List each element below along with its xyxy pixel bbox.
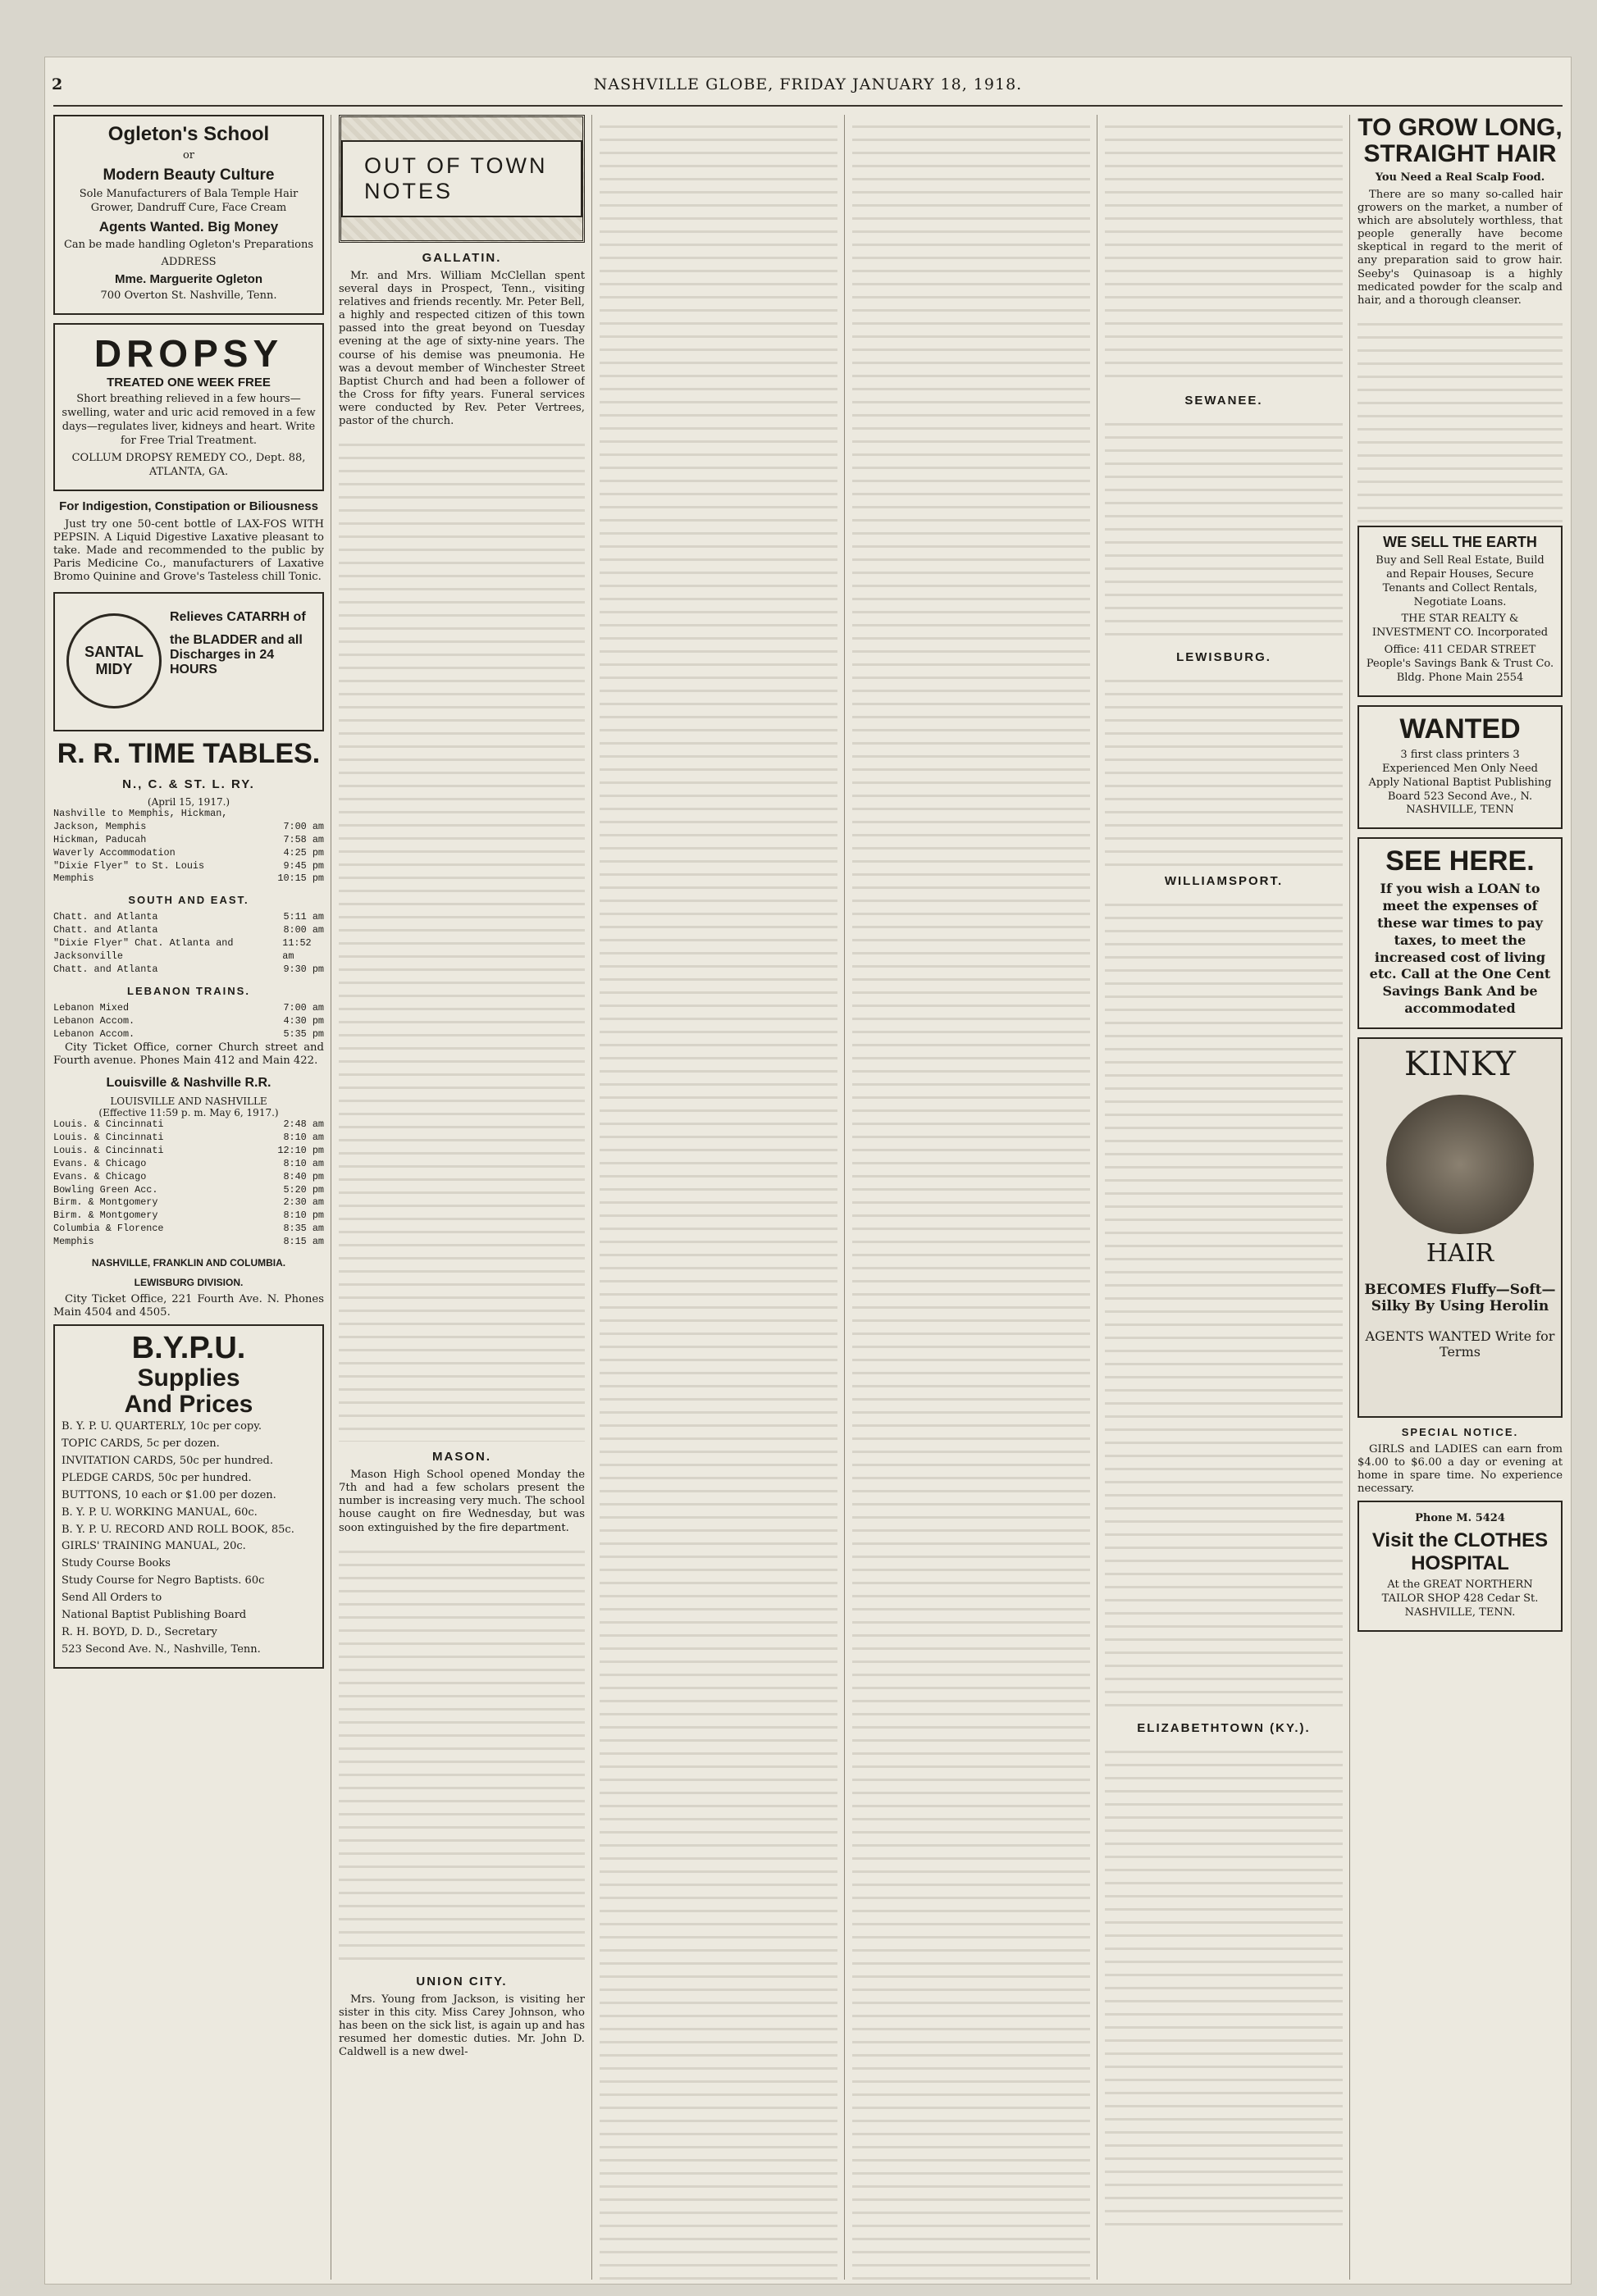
bypu-line: BUTTONS, 10 each or $1.00 per dozen. xyxy=(62,1488,276,1501)
newspaper-page xyxy=(45,57,1571,2284)
bypu-line: National Baptist Publishing Board xyxy=(62,1609,247,1622)
lewisburg-head: LEWISBURG. xyxy=(1176,650,1271,664)
ogleton-note: Can be made handling Ogleton's Preparations xyxy=(63,238,314,251)
timetable-row xyxy=(53,1210,324,1223)
star-realty-ad xyxy=(1357,526,1563,697)
ncstl-rows xyxy=(53,808,324,886)
top-rule xyxy=(53,105,1563,107)
wanted-title: WANTED xyxy=(1399,713,1521,745)
ln-timetable xyxy=(53,1076,324,1319)
santal-capsule-icon xyxy=(66,613,162,708)
ogleton-agents: Agents Wanted. Big Money xyxy=(98,218,279,235)
bypu-line: Study Course Books xyxy=(62,1557,171,1570)
ogleton-name: Mme. Marguerite Ogleton xyxy=(114,272,263,287)
dropsy-title: DROPSY xyxy=(94,332,284,376)
ogleton-address: 700 Overton St. Nashville, Tenn. xyxy=(100,289,277,303)
train-name: Waverly Accommodation xyxy=(53,846,176,859)
santal-line1: Relieves CATARRH of xyxy=(170,610,306,625)
ncstl-note: City Ticket Office, corner Church street and Fourth avenue. Phones Main 412 and Main 422. xyxy=(53,1041,324,1067)
train-time: 8:10 am xyxy=(283,1131,324,1143)
page-number: 2 xyxy=(52,75,64,93)
running-head xyxy=(45,75,1571,100)
wanted-body: 3 first class printers 3 Experienced Men Only Need Apply National Baptist Publishing Board 523 Second Ave., N. NASHVILLE, TENN xyxy=(1368,748,1552,817)
gallatin-text: Mr. and Mrs. William McClellan spent several days in Prospect, Tenn., visiting relatives and friends recently. Mr. Peter Bell, a highly and respected citizen of this town passed into the great beyond on Tuesday evening at the age of sixty-nine years. The course of his demise was pneumonia. He was a devout member of Winchester Street Baptist Church and had been a follower of the Cross for fifty years. Funeral services were conducted by Rev. Peter Vertrees, pastor of the church. xyxy=(339,270,585,428)
timetable-row xyxy=(53,834,324,847)
article-text-block xyxy=(339,433,585,1442)
ln-note: City Ticket Office, 221 Fourth Ave. N. Phones Main 4504 and 4505. xyxy=(53,1293,324,1319)
train-time: 8:35 am xyxy=(283,1223,324,1235)
ln-date: (Effective 11:59 p. m. May 6, 1917.) xyxy=(98,1106,279,1118)
timetable-row xyxy=(53,1158,324,1171)
train-name: Columbia & Florence xyxy=(53,1223,164,1235)
train-name: Birm. & Montgomery xyxy=(53,1196,158,1209)
bypu-line: TOPIC CARDS, 5c per dozen. xyxy=(62,1437,220,1451)
laxfos-head: For Indigestion, Constipation or Biliousness xyxy=(59,499,318,513)
train-time: 5:11 am xyxy=(283,911,324,923)
train-name: Louis. & Cincinnati xyxy=(53,1118,164,1130)
bypu-line: PLEDGE CARDS, 50c per hundred. xyxy=(62,1471,252,1484)
earth-company: THE STAR REALTY & INVESTMENT CO. Incorporated xyxy=(1371,613,1549,640)
train-time: 2:48 am xyxy=(283,1118,324,1130)
train-name: "Dixie Flyer" Chat. Atlanta and Jacksonville xyxy=(53,937,234,963)
train-time: 7:00 am xyxy=(283,1001,324,1014)
santal-brand: SANTAL MIDY xyxy=(84,644,144,678)
dropsy-ad xyxy=(53,323,324,490)
train-time: 4:30 pm xyxy=(283,1014,324,1027)
timetable-row xyxy=(53,924,324,937)
gallatin-head: GALLATIN. xyxy=(422,251,502,265)
column-rule xyxy=(1349,115,1350,2280)
bypu-line: B. Y. P. U. QUARTERLY, 10c per copy. xyxy=(62,1420,262,1433)
ncstl-timetable xyxy=(53,777,324,1068)
kinky-agents: AGENTS WANTED Write for Terms xyxy=(1365,1328,1555,1360)
earth-office: Office: 411 CEDAR STREET People's Savings Bank & Trust Co. Bldg. Phone Main 2554 xyxy=(1366,644,1554,684)
timetable-row xyxy=(53,1118,324,1132)
union-city-text: Mrs. Young from Jackson, is visiting her sister in this city. Miss Carey Johnson, who has been on the sick list, is again up and has resumed her domestic duties. Mr. John D. Caldwell is a new dwel- xyxy=(339,1993,585,2058)
bypu-line: INVITATION CARDS, 50c per hundred. xyxy=(62,1455,274,1468)
loan-ad xyxy=(1357,837,1563,1028)
sewanee-head: SEWANEE. xyxy=(1184,394,1263,408)
column-5 xyxy=(1105,115,1343,2280)
laxfos-body: Just try one 50-cent bottle of LAX-FOS WITH PEPSIN. A Liquid Digestive Laxative pleasant to take. Made and recommended to the public by Paris Medicine Co., manufacturers of Laxative Bromo Quinine and Grove's Tasteless chill Tonic. xyxy=(53,517,324,584)
ogleton-address-label: ADDRESS xyxy=(161,255,217,268)
article-text-block xyxy=(1105,893,1343,1713)
ln-nfc-head: NASHVILLE, FRANKLIN AND COLUMBIA. xyxy=(91,1257,286,1269)
bypu-line: Study Course for Negro Baptists. 60c xyxy=(62,1574,265,1588)
williamsport-head: WILLIAMSPORT. xyxy=(1164,874,1284,888)
train-name: Memphis xyxy=(53,872,94,885)
bypu-line: B. Y. P. U. WORKING MANUAL, 60c. xyxy=(62,1506,258,1519)
bypu-line: B. Y. P. U. RECORD AND ROLL BOOK, 85c. xyxy=(62,1523,294,1536)
timetable-row xyxy=(53,1171,324,1184)
ogleton-body: Sole Manufacturers of Bala Temple Hair Grower, Dandruff Cure, Face Cream xyxy=(79,187,299,214)
earth-body: Buy and Sell Real Estate, Build and Repair Houses, Secure Tenants and Collect Rentals, Negotiate Loans. xyxy=(1376,554,1545,608)
train-name: Evans. & Chicago xyxy=(53,1157,147,1169)
timetable-row xyxy=(53,1184,324,1197)
train-time: 8:00 am xyxy=(283,924,324,936)
article-text-block xyxy=(852,115,1090,2280)
timetable-row xyxy=(53,808,324,821)
seehere-body: If you wish a LOAN to meet the expenses of these war times to pay taxes, to meet the increased cost of living etc. Call at the One Cent Savings Bank And be accommodated xyxy=(1369,881,1551,1016)
column-6 xyxy=(1357,115,1563,2280)
earth-title: WE SELL THE EARTH xyxy=(1383,533,1537,550)
train-name: Lebanon Accom. xyxy=(53,1027,135,1040)
ncstl-south-head: SOUTH AND EAST. xyxy=(128,894,249,907)
hair-title: TO GROW LONG, STRAIGHT HAIR xyxy=(1357,115,1563,167)
kinky-sub: BECOMES Fluffy—Soft—Silky By Using Herolin xyxy=(1364,1281,1556,1314)
special-notice xyxy=(1357,1426,1563,1496)
herolin-ad xyxy=(1357,1037,1563,1418)
santal-line2: the BLADDER and all Discharges in 24 HOURS xyxy=(170,633,303,677)
article-text-block xyxy=(1105,412,1343,642)
timetable-row xyxy=(53,1223,324,1236)
timetable-row xyxy=(53,821,324,834)
train-time: 8:15 am xyxy=(283,1236,324,1248)
kinky-hair: HAIR xyxy=(1426,1238,1494,1268)
timetable-row xyxy=(53,1028,324,1041)
timetable-row xyxy=(53,1132,324,1145)
train-name: Evans. & Chicago xyxy=(53,1170,147,1182)
hair-grower-ad xyxy=(1357,115,1563,526)
train-time: 9:45 pm xyxy=(283,859,324,872)
rr-timetables-title: R. R. TIME TABLES. xyxy=(57,738,321,770)
masthead-title: NASHVILLE GLOBE, FRIDAY JANUARY 18, 1918. xyxy=(593,75,1023,93)
ncstl-lebanon-rows xyxy=(53,1002,324,1041)
article-text-block xyxy=(600,115,837,2280)
bypu-line: R. H. BOYD, D. D., Secretary xyxy=(62,1625,217,1638)
train-time: 8:10 am xyxy=(283,1157,324,1169)
ogleton-title: Ogleton's School xyxy=(107,123,270,145)
ogleton-sub: Modern Beauty Culture xyxy=(103,166,275,184)
kinky-title: KINKY xyxy=(1404,1045,1516,1083)
clothes-body: At the GREAT NORTHERN TAILOR SHOP 428 Cedar St. NASHVILLE, TENN. xyxy=(1381,1578,1539,1619)
mason-head: MASON. xyxy=(432,1450,491,1465)
train-name: "Dixie Flyer" to St. Louis xyxy=(53,859,205,872)
timetable-row xyxy=(53,1002,324,1015)
train-name: Lebanon Mixed xyxy=(53,1001,130,1014)
laxfos-ad xyxy=(53,499,324,584)
article-text-block xyxy=(1105,115,1343,385)
special-body: GIRLS and LADIES can earn from $4.00 to $6.00 a day or evening at home in spare time. No experience necessary. xyxy=(1357,1442,1563,1495)
banner-title: OUT OF TOWN NOTES xyxy=(341,140,582,217)
clothes-hospital-ad xyxy=(1357,1501,1563,1632)
timetable-row xyxy=(53,1236,324,1249)
bypu-line: GIRLS' TRAINING MANUAL, 20c. xyxy=(62,1540,246,1553)
timetable-row xyxy=(53,872,324,886)
hair-sub: You Need a Real Scalp Food. xyxy=(1375,171,1545,184)
timetable-row xyxy=(53,963,324,977)
train-name: Birm. & Montgomery xyxy=(53,1210,158,1222)
mason-text: Mason High School opened Monday the 7th and had a few scholars present the number is increasing very much. The school house caught on fire Wednesday, but was soon extinguished by the fire department. xyxy=(339,1469,585,1534)
train-name: Lebanon Accom. xyxy=(53,1014,135,1027)
timetable-row xyxy=(53,911,324,924)
article-text-block xyxy=(1105,669,1343,866)
column-3 xyxy=(600,115,837,2280)
ncstl-date: (April 15, 1917.) xyxy=(147,795,230,808)
bypu-title: B.Y.P.U. xyxy=(131,1331,246,1366)
timetable-row xyxy=(53,1015,324,1028)
train-time: 4:25 pm xyxy=(283,846,324,859)
elizabethtown-head: ELIZABETHTOWN (KY.). xyxy=(1137,1721,1311,1735)
ogleton-ad xyxy=(53,115,324,315)
hair-body: There are so many so-called hair growers on the market, a number of which are absolutely worthless, that people generally have become skeptical in regard to the merit of any preparation said to grow hair. Seeby's Quinasoap is a highly medicated powder for the scalp and hair, and a thorough cleanser. xyxy=(1357,189,1563,307)
timetable-row xyxy=(53,860,324,873)
train-name: Chatt. and Atlanta xyxy=(53,924,158,936)
train-time: 2:30 am xyxy=(283,1196,324,1209)
out-of-town-banner xyxy=(339,115,585,243)
clothes-title: Visit the CLOTHES HOSPITAL xyxy=(1371,1528,1549,1574)
train-time: 5:20 pm xyxy=(283,1183,324,1196)
train-time: 12:10 pm xyxy=(277,1144,324,1156)
ln-lewisburg-head: LEWISBURG DIVISION. xyxy=(134,1277,244,1289)
bypu-ad xyxy=(53,1324,324,1668)
article-text-block xyxy=(1357,312,1563,526)
bypu-lines xyxy=(62,1420,316,1656)
column-4 xyxy=(852,115,1090,2280)
timetable-row xyxy=(53,847,324,860)
train-name: Bowling Green Acc. xyxy=(53,1183,158,1196)
seehere-title: SEE HERE. xyxy=(1385,845,1535,877)
article-text-block xyxy=(1105,1740,1343,2232)
train-name: Jackson, Memphis xyxy=(53,820,147,832)
dropsy-address: COLLUM DROPSY REMEDY CO., Dept. 88, ATLANTA, GA. xyxy=(71,451,306,478)
union-city-head: UNION CITY. xyxy=(416,1974,508,1988)
train-time: 7:00 am xyxy=(283,820,324,832)
train-name: Louis. & Cincinnati xyxy=(53,1144,164,1156)
train-time: 9:30 pm xyxy=(283,963,324,976)
timetable-row xyxy=(53,1145,324,1158)
column-1 xyxy=(53,115,324,2280)
ln-sub: LOUISVILLE AND NASHVILLE xyxy=(110,1095,267,1107)
column-2 xyxy=(339,115,585,2280)
train-name: Nashville to Memphis, Hickman, xyxy=(53,807,228,819)
train-time: 7:58 am xyxy=(283,833,324,845)
train-time: 8:10 pm xyxy=(283,1210,324,1222)
train-name: Memphis xyxy=(53,1236,94,1248)
printers-wanted-ad xyxy=(1357,705,1563,829)
column-rule xyxy=(844,115,845,2280)
train-time: 8:40 pm xyxy=(283,1170,324,1182)
train-time: 10:15 pm xyxy=(277,872,324,885)
column-rule xyxy=(591,115,592,2280)
timetable-row xyxy=(53,937,324,963)
train-name: Chatt. and Atlanta xyxy=(53,963,158,976)
clothes-phone: Phone M. 5424 xyxy=(1415,1512,1505,1525)
train-time: 5:35 pm xyxy=(283,1027,324,1040)
ncstl-south-rows xyxy=(53,911,324,977)
train-time: 11:52 am xyxy=(282,937,312,963)
santal-ad xyxy=(53,592,324,731)
portrait-image xyxy=(1386,1095,1534,1234)
bypu-sub2: And Prices xyxy=(124,1390,253,1418)
ln-rows xyxy=(53,1118,324,1249)
dropsy-sub: TREATED ONE WEEK FREE xyxy=(107,376,271,390)
bypu-line: 523 Second Ave. N., Nashville, Tenn. xyxy=(62,1642,261,1656)
train-name: Louis. & Cincinnati xyxy=(53,1131,164,1143)
bypu-sub1: Supplies xyxy=(137,1364,240,1392)
dropsy-body: Short breathing relieved in a few hours—swelling, water and uric acid removed in a few days—regulates liver, kidneys and heart. Write for Free Trial Treatment. xyxy=(62,393,316,448)
bypu-line: Send All Orders to xyxy=(62,1592,162,1605)
train-name: Hickman, Paducah xyxy=(53,833,147,845)
train-name: Chatt. and Atlanta xyxy=(53,911,158,923)
ln-title: Louisville & Nashville R.R. xyxy=(106,1075,271,1090)
special-head: SPECIAL NOTICE. xyxy=(1401,1425,1519,1438)
ncstl-lebanon-head: LEBANON TRAINS. xyxy=(127,984,250,997)
ncstl-title: N., C. & ST. L. RY. xyxy=(122,777,255,791)
timetable-row xyxy=(53,1196,324,1210)
article-text-block xyxy=(339,1540,585,1966)
ogleton-or: or xyxy=(182,149,195,162)
